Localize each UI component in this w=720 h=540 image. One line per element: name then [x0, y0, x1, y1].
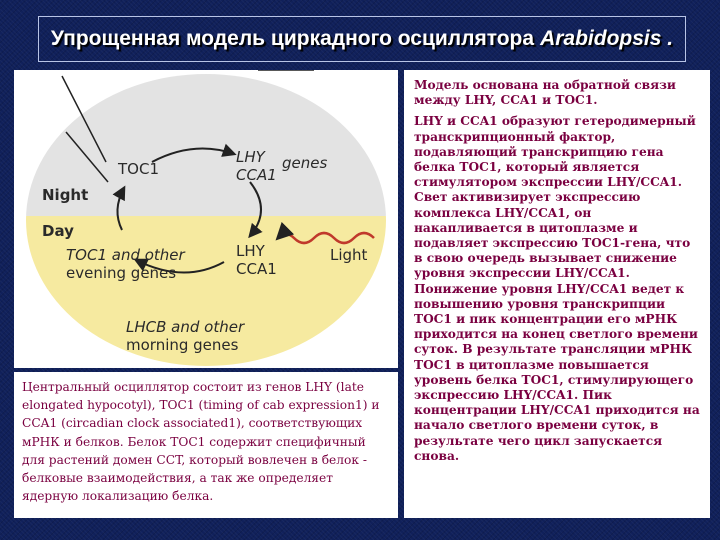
- oscillator-description-text: Центральный осциллятор состоит из генов LHY (late elongated hypocotyl), TOC1 (timing of cab expression1) и CCA1 (circadian clock associated1), соответствующих мРНК и белков. Белок TOC1 содержит специфичный для растений домен CCT, который вовлечен в белок - белковые взаимодействия, а так же определяет ядерную локализацию белка.: [22, 380, 380, 504]
- label-day: Day: [42, 222, 74, 240]
- label-lhcb-morning-2: morning genes: [126, 336, 239, 354]
- label-light: Light: [330, 246, 368, 264]
- label-cca1-bottom: CCA1: [236, 260, 277, 278]
- label-lhcb-morning-1: LHCB and other: [126, 318, 245, 336]
- title-main: Упрощенная модель циркадного осциллятора: [50, 27, 535, 50]
- oscillator-description: [14, 372, 398, 518]
- label-lhy-bottom: LHY: [236, 242, 265, 260]
- label-toc1-evening-1: TOC1 and other: [66, 246, 185, 264]
- explanation-body: LHY и CCA1 образуют гетеродимерный транскрипционный фактор, подавляющий транскрипцию гена белка TOC1, который является стимулятором экспрессии LHY/CCA1. Свет активизирует экспрессию комплекса LHY/CCA1, он накапливается в цитоплазме и подавляет экспрессию TOC1-гена, что в свою очередь вызывает снижение уровня экспрессии LHY/CCA1. Понижение уровня LHY/CCA1 ведет к повышению уровня транскрипции TOC1 и пик концентрации его мРНК приходится на конец светлого времени суток. В результате трансляции мРНК TOC1 в цитоплазме повышается уровень белка TOC1, стимулирующего экспрессию LHY/CCA1. Пик концентрации LHY/CCA1 приходится на начало светлого времени суток, в результате чего цикл запускается снова.: [414, 114, 700, 463]
- label-toc1: TOC1: [118, 160, 159, 178]
- explanation-intro: Модель основана на обратной связи между LHY, CCA1 и TOC1.: [414, 78, 676, 108]
- label-genes: genes: [282, 154, 328, 172]
- circadian-diagram: [14, 70, 398, 368]
- label-cca1-top: CCA1: [236, 166, 277, 184]
- title-species: Arabidopsis .: [540, 27, 674, 50]
- slide-title: [38, 16, 686, 62]
- label-night: Night: [42, 186, 89, 204]
- label-lhy-top: LHY: [236, 148, 265, 166]
- explanation-panel: [404, 70, 710, 518]
- label-toc1-evening-2: evening genes: [66, 264, 177, 282]
